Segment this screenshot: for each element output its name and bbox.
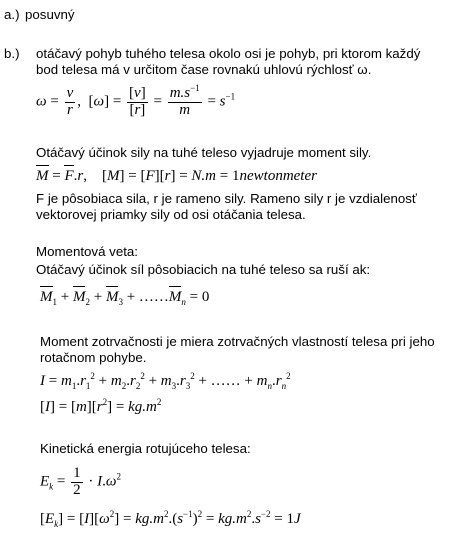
item-b-marker: b.): [4, 46, 20, 61]
item-b-line1: otáčavý pohyb tuhého telesa okolo osi je pohyb, pri ktorom každý: [36, 46, 421, 61]
inertia-formula: $I = m_1.r_1^2 + m_2.r_2^2 + m_3.r_3^2$ + …… + $m_n.r_n^2$: [40, 371, 291, 391]
item-b-line2: bod telesa má v určitom čase rovnakú uhlovú rýchlosť ω.: [36, 62, 372, 77]
torque-desc-line2: vektorovej priamky sily od osi otáčania telesa.: [36, 207, 306, 222]
inertia-unit-formula: $[I] = [m][r^2] = kg.m^2$: [40, 397, 162, 415]
inertia-line2: rotačnom pohybe.: [40, 350, 147, 365]
inertia-line1: Moment zotrvačnosti je miera zotrvačných vlastností telesa pri jeho: [40, 334, 435, 349]
moment-sum-formula: $M_1 + M_2 + M_3$ + $\dots\dots M_n = 0$: [40, 285, 209, 306]
torque-formula: M = F.r, [M] = [F][r] = N.m = 1newtonmeter: [36, 164, 317, 185]
kinetic-unit-formula: $[E_k] = [I][\omega^2] = kg.m^2.(s^{-1})^2 = kg.m^2.s^{-2} = 1J$: [40, 509, 301, 529]
angular-velocity-formula: ω = $\frac{v}{r}$ , [ω] = $\frac{[v]}{[r]}$ = $\frac{m.s^{-1}}{m}$ = $s^{-1}$: [36, 83, 236, 118]
kinetic-energy-formula: $E_k$ = $\frac{1}{2}$ · $I.\omega^2$: [40, 465, 121, 498]
momentova-veta-title: Momentová veta:: [36, 244, 138, 259]
torque-intro: Otáčavý účinok sily na tuhé teleso vyjadruje moment sily.: [36, 145, 372, 160]
momentova-veta-text: Otáčavý účinok síl pôsobiacich na tuhé teleso sa ruší ak:: [36, 262, 371, 277]
item-a-text: posuvný: [25, 7, 75, 22]
torque-desc-line1: F je pôsobiaca sila, r je rameno sily. Rameno sily r je vzdialenosť: [36, 191, 417, 206]
kinetic-title: Kinetická energia rotujúceho telesa:: [40, 441, 251, 456]
item-a-marker: a.): [4, 7, 20, 22]
